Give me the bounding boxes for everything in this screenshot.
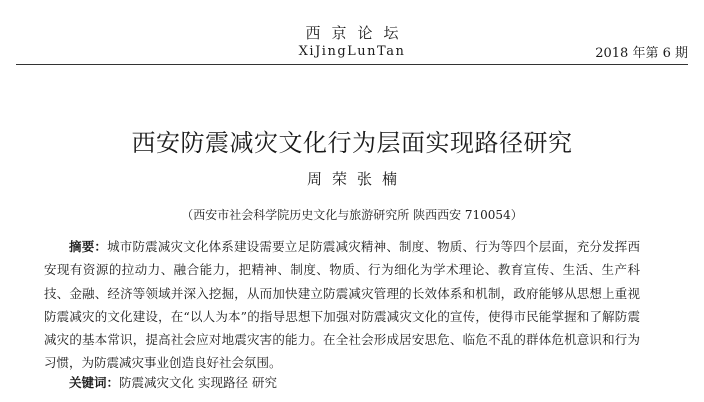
author-affiliation: （西安市社会科学院历史文化与旅游研究所 陕西西安 710054）: [181, 208, 523, 222]
keywords: [69, 374, 277, 392]
article-authors: 周荣张楠: [306, 170, 407, 188]
abstract-label: 摘要：: [69, 239, 108, 254]
header-divider: [16, 64, 688, 65]
abstract: [44, 235, 640, 375]
keywords-text: 防震减灾文化 实现路径 研究: [119, 375, 277, 390]
journal-name-pinyin: XiJingLunTan: [298, 44, 406, 59]
article-title: 西安防震减灾文化行为层面实现路径研究: [131, 129, 573, 157]
journal-name-chinese: 西京论坛: [305, 24, 410, 42]
issue-number: 2018 年第 6 期: [595, 46, 688, 61]
abstract-text: 城市防震减灾文化体系建设需要立足防震减灾精神、制度、物质、行为等四个层面，充分发挥西安现有资源的拉动力、融合能力，把精神、制度、物质、行为细化为学术理论、教育宣传、生活、生产科技、金融、经济等领域并深入挖掘，从而加快建立防震减灾管理的长效体系和机制，政府能够从思想上重视防震减灾的文化建设，在“以人为本”的指导思想下加强对防震减灾文化的宣传，使得市民能掌握和了解防震减灾的基本常识，提高社会应对地震灾害的能力。在全社会形成居安思危、临危不乱的群体危机意识和行为习惯，为防震减灾事业创造良好社会氛围。: [44, 239, 640, 371]
keywords-label: 关键词：: [69, 375, 120, 390]
